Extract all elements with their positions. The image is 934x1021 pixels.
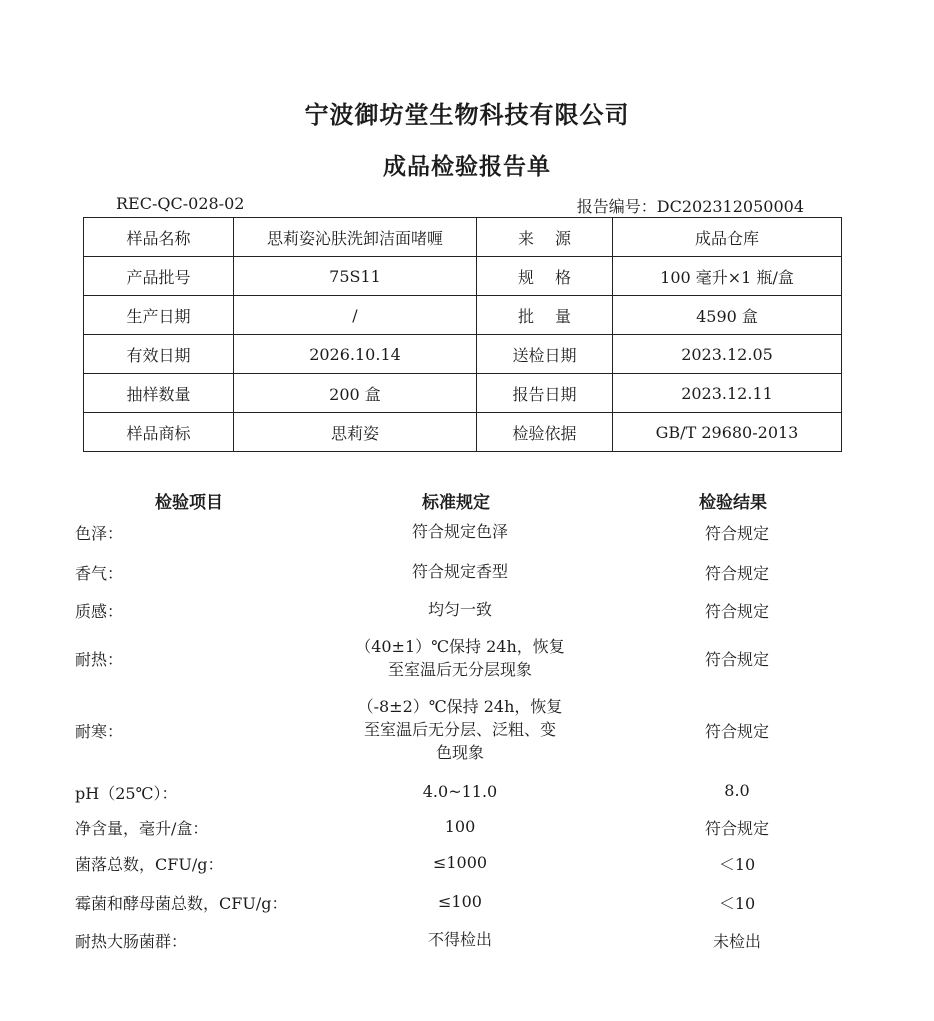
test-item-name: 色泽：: [75, 524, 124, 543]
test-standard: [310, 560, 610, 583]
info-value: 成品仓库: [613, 218, 842, 257]
report-number: 报告编号：DC202312050004: [576, 197, 804, 216]
info-label: 样品名称: [84, 218, 234, 257]
standard-line: ≤100: [438, 892, 482, 911]
info-row: [84, 218, 842, 257]
standard-line: 4.0~11.0: [422, 782, 498, 801]
standard-line: 不得检出: [427, 930, 492, 949]
info-value: /: [234, 296, 477, 335]
test-item-name: 净含量，毫升/盒：: [75, 819, 209, 838]
test-item-name: pH（25℃）：: [75, 784, 178, 803]
info-row: [84, 257, 842, 296]
info-value: 200 盒: [234, 374, 477, 413]
test-result: 符合规定: [704, 819, 769, 838]
header-standard: 标准规定: [422, 493, 490, 513]
test-item-name: 耐热：: [75, 650, 124, 669]
info-value: 4590 盒: [613, 296, 842, 335]
standard-line: 均匀一致: [427, 600, 492, 619]
info-label: 报告日期: [477, 374, 613, 413]
info-value: 2026.10.14: [234, 335, 477, 374]
info-label: 来 源: [477, 218, 613, 257]
test-item-name: 质感：: [75, 602, 124, 621]
sample-info-table: [83, 217, 842, 452]
report-title: 成品检验报告单: [383, 154, 551, 180]
test-result: 符合规定: [704, 524, 769, 543]
test-result: 符合规定: [704, 602, 769, 621]
test-result: ＜10: [718, 894, 756, 913]
info-label: 样品商标: [84, 413, 234, 452]
info-label: 抽样数量: [84, 374, 234, 413]
test-standard: [310, 695, 610, 764]
info-value: 思莉姿: [234, 413, 477, 452]
test-item-name: 耐热大肠菌群：: [75, 932, 188, 951]
standard-line: 至室温后无分层、泛粗、变: [363, 720, 556, 739]
standard-line: 符合规定色泽: [411, 522, 508, 541]
standard-line: ≤1000: [432, 853, 488, 872]
test-result: 符合规定: [704, 650, 769, 669]
info-value: 100 毫升×1 瓶/盒: [613, 257, 842, 296]
test-item-name: 霉菌和酵母菌总数，CFU/g：: [75, 894, 288, 913]
test-standard: [310, 780, 610, 803]
info-value: 2023.12.05: [613, 335, 842, 374]
test-standard: [310, 890, 610, 913]
test-standard: [310, 928, 610, 951]
info-label: 批 量: [477, 296, 613, 335]
info-label: 有效日期: [84, 335, 234, 374]
test-standard: [310, 815, 610, 838]
standard-line: （40±1）℃保持 24h，恢复: [355, 637, 565, 656]
standard-line: 色现象: [435, 743, 484, 762]
company-name: 宁波御坊堂生物科技有限公司: [304, 101, 630, 129]
info-value: 2023.12.11: [613, 374, 842, 413]
test-standard: [310, 851, 610, 874]
info-value: 思莉姿沁肤洗卸洁面啫喱: [234, 218, 477, 257]
info-label: 生产日期: [84, 296, 234, 335]
standard-line: （-8±2）℃保持 24h，恢复: [357, 697, 563, 716]
info-row: [84, 296, 842, 335]
test-item-name: 耐寒：: [75, 722, 124, 741]
info-label: 规 格: [477, 257, 613, 296]
info-row: [84, 374, 842, 413]
header-result: 检验结果: [699, 493, 767, 513]
document-code: REC-QC-028-02: [116, 194, 245, 213]
test-result: 符合规定: [704, 722, 769, 741]
info-row: [84, 413, 842, 452]
header-test-item: 检验项目: [155, 493, 223, 513]
test-result: 符合规定: [704, 564, 769, 583]
info-value: GB/T 29680-2013: [613, 413, 842, 452]
test-standard: [310, 635, 610, 681]
info-row: [84, 335, 842, 374]
test-result: 8.0: [724, 781, 750, 800]
test-result: 未检出: [712, 932, 761, 951]
test-standard: [310, 520, 610, 543]
standard-line: 符合规定香型: [411, 562, 508, 581]
test-item-name: 菌落总数，CFU/g：: [75, 855, 224, 874]
test-standard: [310, 598, 610, 621]
info-label: 检验依据: [477, 413, 613, 452]
info-value: 75S11: [234, 257, 477, 296]
info-label: 送检日期: [477, 335, 613, 374]
test-item-name: 香气：: [75, 564, 124, 583]
standard-line: 至室温后无分层现象: [387, 660, 532, 679]
standard-line: 100: [444, 817, 476, 836]
test-result: ＜10: [718, 855, 756, 874]
info-label: 产品批号: [84, 257, 234, 296]
